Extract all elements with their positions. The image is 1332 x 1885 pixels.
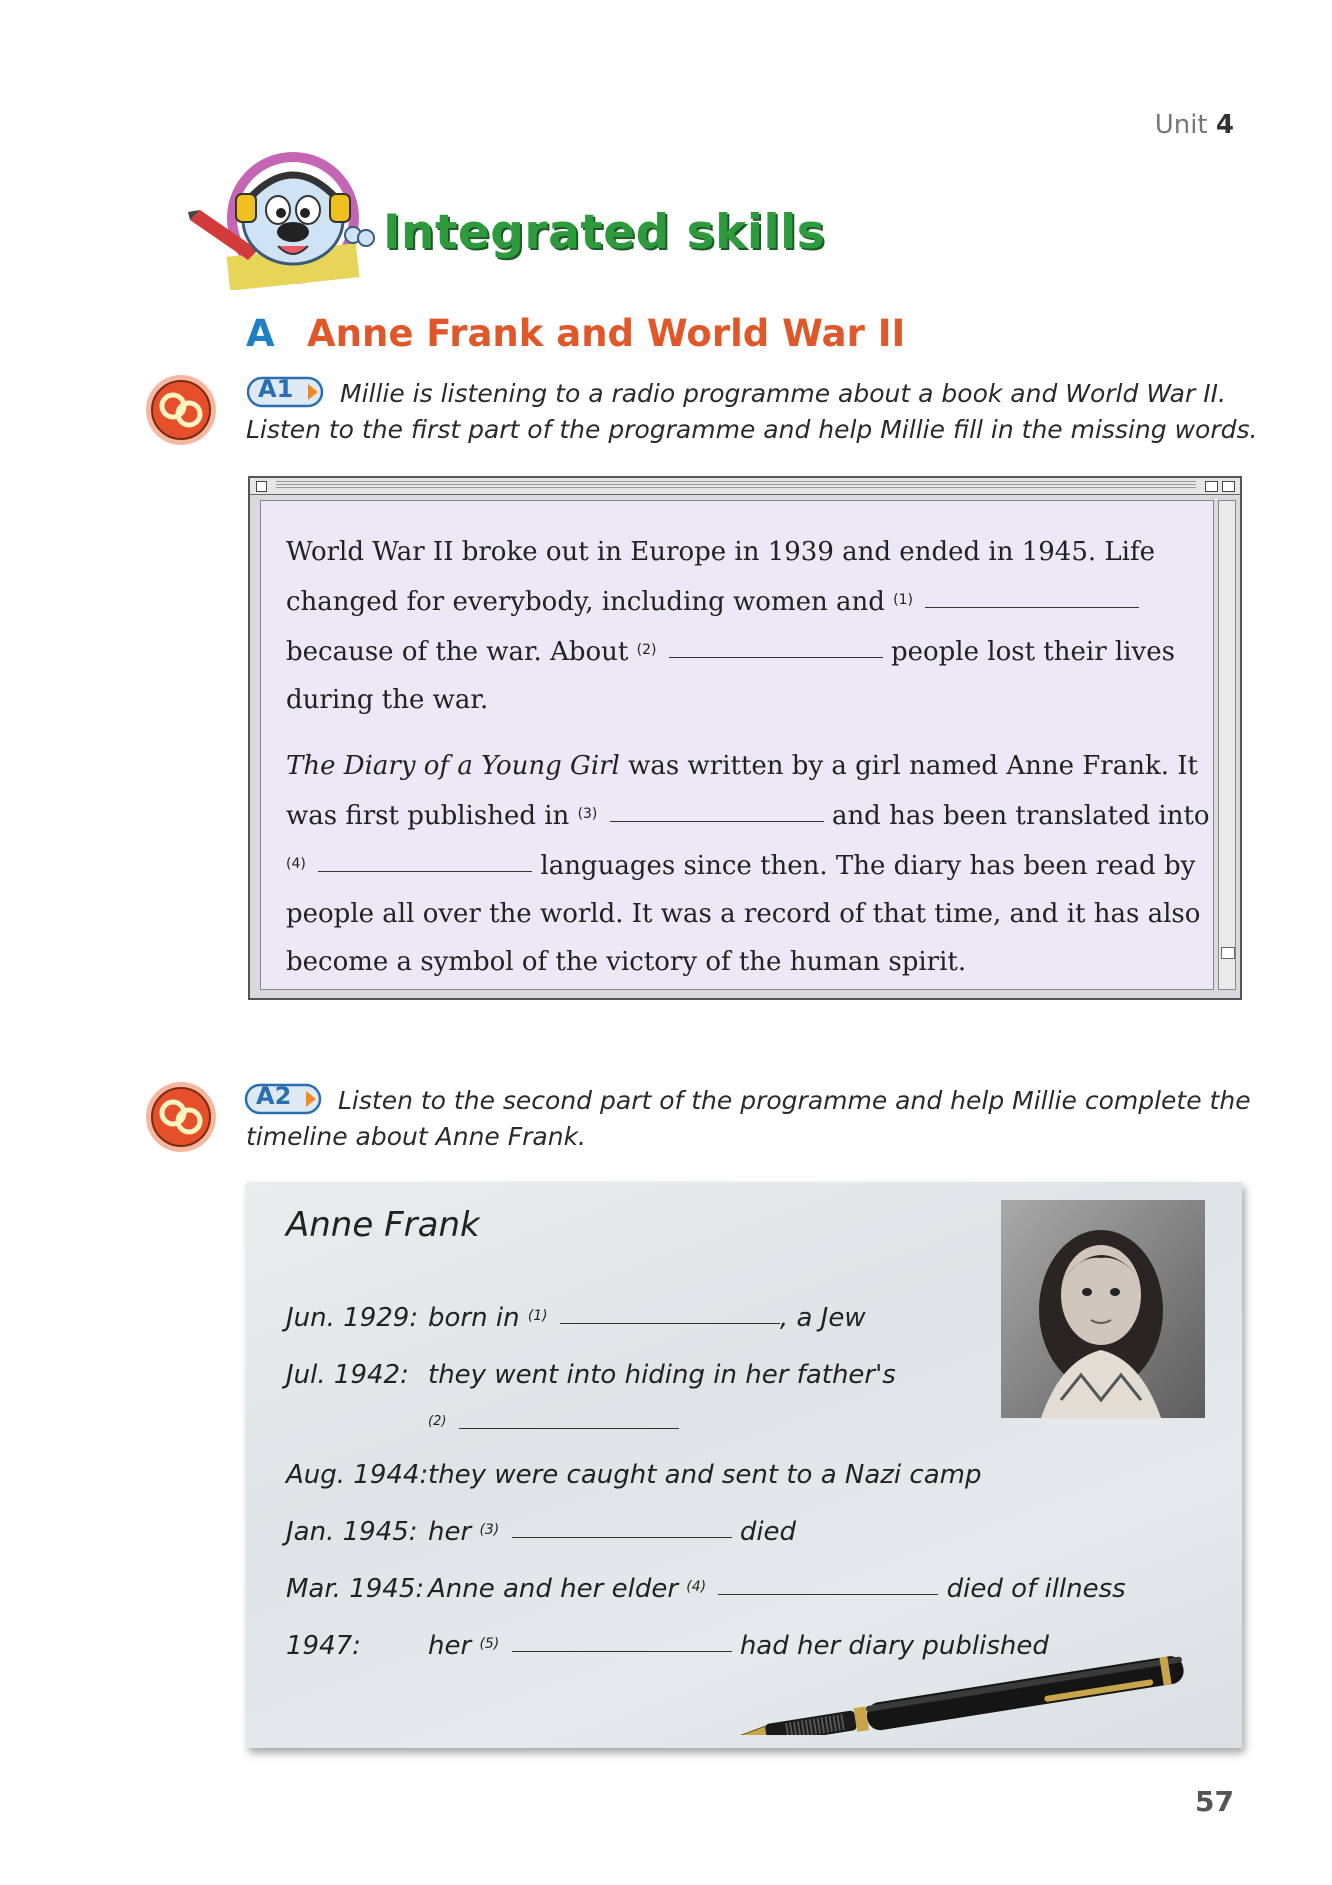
timeline-event: they were caught and sent to a Nazi camp [428,1460,982,1490]
part-title: Anne Frank and World War II [307,312,906,355]
timeline-blank-5[interactable] [512,1650,732,1652]
dog-mascot-icon [188,150,378,290]
section-title: Integrated skills [383,205,826,260]
scroll-up-icon[interactable] [1221,947,1235,959]
page-number: 57 [1195,1785,1234,1818]
timeline-date: 1947: [286,1631,361,1661]
blank-number: (4) [286,856,306,872]
timeline-date: Mar. 1945: [286,1574,425,1604]
unit-number: 4 [1215,110,1234,140]
a1-instruction-line1: Millie is listening to a radio programme about a book and World War II. [340,379,1226,408]
timeline-blank-2[interactable] [459,1427,679,1429]
fountain-pen-icon [722,1645,1202,1735]
book-title: The Diary of a Young Girl [286,751,620,781]
timeline-event: born in $^{(1)}$ , a Jew [428,1303,866,1333]
timeline-event: Anne and her elder $^{(4)}$ died of illness [428,1574,1126,1604]
answer-blank-4[interactable] [318,870,532,872]
window-collapse-icon[interactable] [1222,481,1235,492]
blank-number: (2) [636,642,657,658]
a2-instruction-line1: Listen to the second part of the programme and help Millie complete the [338,1086,1251,1115]
timeline-blank-4[interactable] [718,1593,938,1595]
a2-instruction-line2: timeline about Anne Frank. [246,1122,586,1151]
unit-label: Unit 4 [1154,110,1234,140]
timeline-event-cont: (2) [428,1408,679,1438]
answer-blank-3[interactable] [610,820,824,822]
a1-badge-label: A1 [258,375,294,403]
anne-frank-photo [1001,1200,1205,1418]
window-close-icon[interactable] [256,481,267,492]
timeline-blank-1[interactable] [560,1322,780,1324]
answer-blank-2[interactable] [669,656,883,658]
timeline-date: Aug. 1944: [286,1460,429,1490]
passage: World War II broke out in Europe in 1939 and ended in 1945. Life changed for everybody, including women and $^{(1)}$ because of the war. About $^{(2)}$ people lost their lives during the war. The Diary of a Young Girl was written by a girl named Anne Frank. It was first published in $^{(3)}$ and has been translated into $^{(4)}$ languages since then. The diary has been read by people all over the world. It was a record of that time, and it has also become a symbol of the victory of the human spirit. [286,537,1210,977]
blank-number: (3) [577,806,598,822]
timeline-blank-3[interactable] [512,1536,732,1538]
timeline-date: Jan. 1945: [286,1517,418,1547]
a1-instruction-line2: Listen to the first part of the programme and help Millie fill in the missing words. [246,415,1258,444]
timeline-event: her $^{(3)}$ died [428,1517,797,1547]
window-title-bar[interactable] [250,478,1240,495]
part-letter: A [246,312,275,355]
timeline-event: they went into hiding in her father's [428,1360,896,1390]
timeline-title: Anne Frank [286,1205,480,1245]
scrollbar[interactable] [1218,500,1236,990]
answer-blank-1[interactable] [925,606,1139,608]
a2-badge-label: A2 [256,1082,292,1110]
timeline-event: her $^{(5)}$ had her diary published [428,1631,1049,1661]
audio-cd-icon[interactable] [144,373,218,447]
window-zoom-icon[interactable] [1205,481,1218,492]
audio-cd-icon[interactable] [144,1080,218,1154]
blank-number: (1) [893,592,913,608]
timeline-date: Jun. 1929: [286,1303,419,1333]
timeline-date: Jul. 1942: [286,1360,409,1390]
